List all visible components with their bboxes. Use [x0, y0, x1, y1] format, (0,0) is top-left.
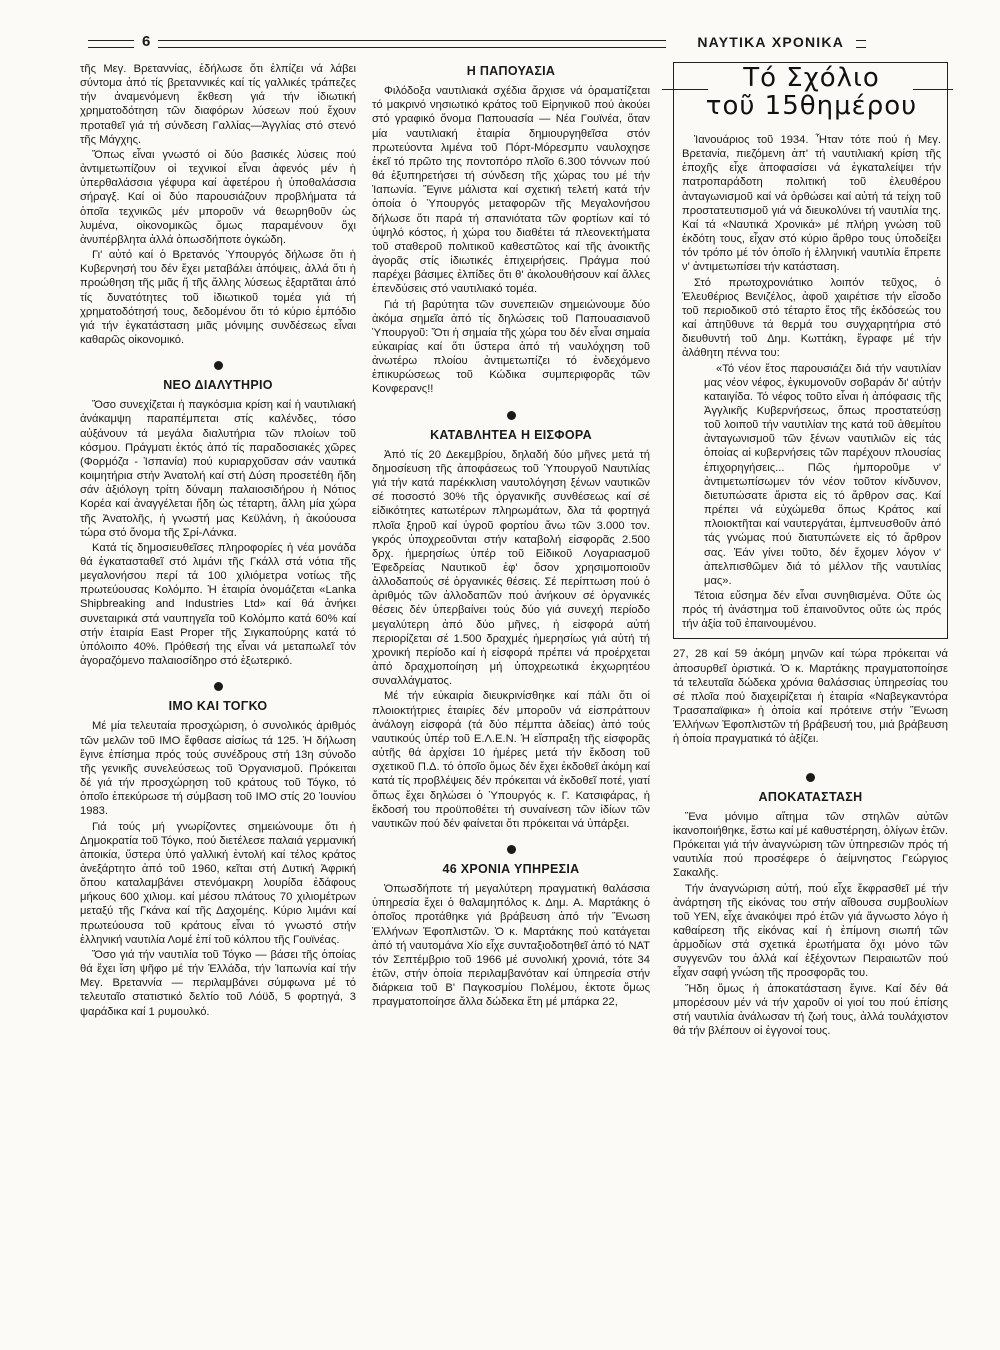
- section-bullet: [806, 773, 815, 782]
- section-bullet: [214, 361, 223, 370]
- section-bullet: [507, 411, 516, 420]
- section-heading-neo-dialytirio: ΝΕΟ ΔΙΑΛΥΤΗΡΙΟ: [163, 378, 273, 393]
- section-heading-apokatastasi: ΑΠΟΚΑΤΑΣΤΑΣΗ: [758, 789, 863, 804]
- paragraph: Μέ τήν εὐκαιρία διευκρινίσθηκε καί πάλι ὅτι οἱ πλοιοκτήτριες ἑταιρίες δέν μποροῦν νά εἰσπράττουν ἀνάλογη εἰσφορά (τά δύο πέμπτα ἀδείας) ἀπό τούς ναυτικούς ὑπέρ τοῦ Ε.Λ.Ε.Ν. Ἡ εἴσπραξη τῆς εἰσφορᾶς αὐτῆς θά ἀρχίσει 10 ἡμέρες μετά τήν ἔκδοση τοῦ σχετικοῦ Π.Δ. τό ὁποῖο ὅμως δέν ἔχει ἐκδοθεῖ ἀκόμη καί κατά τίς προβλέψεις δέν πρόκειται νά ἐκδοθεῖ ποτέ, γιατί ὅπως ἔχει δηλώσει ὁ Ὑπουργός κ. Γ. Κατσιφάρας, ἡ ἔκδοσή του προϋποθέτει τή συναίνεση τῶν ἰδίων τῶν ναυτικῶν πού δέν φαίνεται ὅτι πρόκειται νά ὑπάρξει.: [372, 690, 650, 830]
- page-number: 6: [142, 33, 151, 50]
- section-heading-eisfora: ΚΑΤΑΒΛΗΤΕΑ Η ΕΙΣΦΟΡΑ: [430, 427, 592, 442]
- box-title-rule-right: [913, 89, 953, 90]
- header-rule-left: [88, 40, 134, 48]
- magazine-title: ΝΑΥΤΙΚΑ ΧΡΟΝΙΚΑ: [697, 34, 844, 50]
- section-heading-imo-togo: IMO ΚΑΙ ΤΟΓΚΟ: [168, 699, 268, 714]
- editorial-box: [673, 62, 948, 639]
- paragraph: Ὁπωσδήποτε τή μεγαλύτερη πραγματική θαλάσσια ὑπηρεσία ἔχει ὁ θαλαμηπόλος κ. Δημ. Α. Μαρτάκης ὁ ὁποῖος προτάθηκε γιά βράβευση ἀπό τήν Ἕνωση Ἑλλήνων Ἐφοπλιστῶν. Ὁ κ. Μαρτάκης πού κατάγεται ἀπό τή ναυτομάνα Χίο εἶχε συνταξιοδοτηθεῖ ἀπό τό NAT τόν Σεπτέμβριο τοῦ 1966 μέ συνολική χρονιά, τότε 34 ἐτῶν, στήν ὁποία περιλαμβανόταν καί ὑπηρεσία στήν διάρκεια τοῦ Β' Παγκοσμίου Πολέμου, ἐκτοτε ὅμως πραγματοποίησε ἄλλα δώδεκα ἔτη μέ μπάρκα 22,: [372, 883, 650, 1009]
- paragraph: τῆς Μεγ. Βρεταννίας, ἐδήλωσε ὅτι ἐλπίζει νά λάβει σύντομα ἀπό τίς βρεταννικές καί τίς γαλλικές τράπεζες τήν ἀναμενόμενη ἔκθεση γιά τήν ἰδιωτική χρηματοδότηση τῶν διαφόρων λύσεων πού ἔχουν προταθεῖ γιά τή σύνδεση Γαλλίας—Ἀγγλίας στό στενό τῆς Μάγχης.: [80, 63, 356, 146]
- paragraph: Ἀπό τίς 20 Δεκεμβρίου, δηλαδή δύο μῆνες μετά τή δημοσίευση τῆς ἀποφάσεως τοῦ Ὑπουργοῦ Ναυτιλίας γιά τήν κατά παρέκκλιση ναυτολόγηση ξένων ναυτικῶν σέ ποσοστό 30% τῆς ὀργανικῆς συνθέσεως καί σέ εἰδικότητες κατωτέρων πληρωμάτων, δλα τά φορτηγά πλοῖα ξηροῦ καί ὑγροῦ φορτίου ἄνω τῶν 3.000 τον. γκρός ὑποχρεοῦνται στήν καταβολή εἰσφορᾶς 2.500 δρχ. ἡμερησίως ὑπέρ τοῦ Εἰδικοῦ Λογαριασμοῦ Ἐφεδρείας Ναυτικοῦ ἐφ' ὅσον χρησιμοποιοῦν ἀλλοδαπούς σέ ὀργανικές θέσεις. Σέ περίπτωση πού ὁ ἀριθμός τῶν ἀλλοδαπῶν πού ἀνήκουν σέ ὀργανικές θέσεις δέν ὑπερβαίνει τούς δύο γιά συνεχή περίοδο μεγαλύτερη ἀπό δύο μῆνες, ἡ εἰσφορά αὐτή περιορίζεται σέ 1.500 δραχμές ἡμερησίως γιά αὐτή τή χρονική περίοδο καί ἡ εἰσφορά πρέπει νά προέρχεται ἀπό δραχμοποίηση μή ὑποχρεωτικά ἐκχωρητέου συναλλάγματος.: [372, 448, 650, 688]
- editorial-title-line-2: τοῦ 15θημέρου: [705, 91, 918, 121]
- paragraph: Κατά τίς δημοσιευθεῖσες πληροφορίες ἡ νέα μονάδα θά ἐγκατασταθεῖ στό λιμάνι τῆς Γκάλλ στά νότια τῆς μεγαλονήσου περί τά 100 χιλιόμετρα νοτίως τῆς πρωτεύουσας Κολόμπο. Ἡ ἑταιρία ὀνομάζεται «Lanka Shipbreaking and Industries Ltd» καί θά ἀνήκει συνεταιρικά στά ναυπηγεῖα τοῦ Κολόμπο κατά 60% καί στήν ἑταιρία East Proper τῆς Σιγκαπούρης κατά τό ὑπόλοιπο 40%. Πρόθεσή της εἶναι νά μεταπωλεῖ τόν ἀγοραζόμενο παλαιοσίδηρο στό ἐξωτερικό.: [80, 541, 356, 668]
- paragraph: Ἰανουάριος τοῦ 1934. Ἦταν τότε πού ἡ Μεγ. Βρετανία, πιεζόμενη ἀπ' τή ναυτιλιακή κρίση τῆς ἐποχῆς εἶχε ἀποφασίσει νά ἐγκαταλείψει τήν πατροπαράδοτη πολιτική τοῦ ἐλευθέρου ἀνταγωνισμοῦ καί νά ὀρθώσει καί αὐτή τά τείχη τοῦ προστατευτισμοῦ γιά νά διευκολύνει τή ναυτιλία της. Καί τά «Ναυτικά Χρονικά» μέ πλήρη γνώση τοῦ ἐκδότη τους, εἶχαν στό κύριο ἄρθρο τους ὑποδείξει τόν τρόπο μέ τόν ὁποῖο ἡ ἑλληνική ναυτιλία ἔπρεπε ν' ἀντιμετωπίσει τήν κατάσταση.: [682, 134, 941, 274]
- paragraph: Ἤδη ὅμως ἡ ἀποκατάσταση ἔγινε. Καί δέν θά μπορέσουν μέν νά τήν χαροῦν οἱ γιοί του πού ἐπίσης στή ναυτιλία ἀνάλωσαν τή ζωή τους, ἀλλά τουλάχιστον θά τήν βλέπουν οἱ ἐγγονοί τους.: [673, 982, 948, 1038]
- paragraph: Μέ μία τελευταία προσχώριση, ὁ συνολικός ἀριθμός τῶν μελῶν τοῦ IMO ἔφθασε αἰσίως τά 125. Ἡ δήλωση ἔγινε ἐπίσημα πρός τούς συνέδρους στή 13η σύνοδο τῆς γενικῆς συνελεύσεως τοῦ Ὀργανισμοῦ. Πρόκειται δέ γιά τήν προσχώρηση τοῦ κράτους τοῦ Τόγκο, τό ὁποῖο ἐπεκύρωσε τή σύμβαση τοῦ IMO στίς 20 Ἰουνίου 1983.: [80, 720, 356, 818]
- box-title-rule-left: [662, 89, 708, 90]
- column-2: [372, 62, 650, 1011]
- paragraph: Ὅπως εἶναι γνωστό οἱ δύο βασικές λύσεις πού ἀντιμετωπίζουν οἱ τεχνικοί εἶναι ἀφενός μέν ἡ ὑπερθαλάσσια γέφυρα καί ἀφετέρου ἡ ὑποθαλάσσια σήραγξ. Καί οἱ δύο παρουσιάζουν προβλήματα τά ὁποῖα τεχνικῶς μέν μποροῦν νά θεωρηθοῦν ὡς λυμένα, οἰκονομικῶς ὅμως παραμένουν ὄχι ἀνυπέρβλητα ἀλλά ὁπωσδήποτε ὀγκώδη.: [80, 148, 356, 246]
- paragraph: Ὅσο γιά τήν ναυτιλία τοῦ Τόγκο — βάσει τῆς ὁποίας θά ἔχει ἴση ψῆφο μέ τήν Ἑλλάδα, τήν Ἰαπωνία καί τήν Μεγ. Βρεταννία — περιλαμβάνει σύμφωνα μέ τό τελευταῖο στατιστικό δελτίο τοῦ Λόϋδ, 5 φορτηγά, 3 ψαράδικα καί 1 ρυμουλκό.: [80, 948, 356, 1018]
- page-header: [88, 34, 866, 54]
- paragraph: Γιά τούς μή γνωρίζοντες σημειώνουμε ὅτι ἡ Δημοκρατία τοῦ Τόγκο, πού διετέλεσε παλαιά γερμανική ἀποικία, ὕστερα ὑπό γαλλική ἐντολή καί τέλος κράτος ἀνεξάρτητο ἀπό τοῦ 1960, κεῖται στή Δυτική Ἀφρική ὅπου καταλαμβάνει στενόμακρη λουρίδα ἐδάφους μήκους 600 χιλιομ. καί μέσου πλάτους 70 χιλιομέτρων μεταξύ τῆς Γκάνα καί τῆς Δαχομέης. Κύριο λιμάνι καί πρωτεύουσα τοῦ κράτους εἶναι τό γνωστό στήν ἑλληνική ναυτιλία Λομέ ἐπί τοῦ κόλπου τῆς Γουϊνέας.: [80, 820, 356, 946]
- paragraph: Τήν ἀναγνώριση αὐτή, πού εἶχε ἔκφρασθεῖ μέ τήν ἀνάρτηση τῆς εἰκόνας του στήν αἴθουσα συμβουλίων τοῦ ΥΕΝ, εἶχε ἀνακόψει πρό ἐτῶν γιά ἄγνωστο λόγο ἡ καθαίρεση τῆς εἰκόνας καί ἡ ἐπίμονη σιωπή τῶν ἁρμοδίων στά σχετικά ἐρωτήματα ὄχι μόνο τῶν συγγενῶν του ἀλλά καί ἐξέχοντων Πειραιωτῶν πού εἶχαν σαφή γνώση τῆς προσφορᾶς του.: [673, 882, 948, 980]
- column-3: [673, 62, 948, 1039]
- header-rule-right: [856, 40, 866, 48]
- paragraph: Τέτοια εὔσημα δέν εἶναι συνηθισμένα. Οὔτε ὡς πρός τή ἀνάστημα τοῦ ἐπαινοῦντος οὔτε ὡς πρός τήν ἀξία τοῦ ἐπαινουμένου.: [682, 590, 941, 631]
- header-rule-middle: [158, 40, 666, 48]
- section-heading-papouasia: Η ΠΑΠΟΥΑΣΙΑ: [466, 64, 556, 78]
- paragraph-continued: 27, 28 καί 59 ἀκόμη μηνῶν καί τώρα πρόκειται νά ἀποσυρθεῖ ὁριστικά. Ὁ κ. Μαρτάκης πραγματοποίησε τά τελευταῖα δώδεκα χρόνια θαλάσσιας ὑπηρεσίας του σέ πλοῖα πού διαχειρίζεται ἡ ἑταιρία «Ναβεγκαντόρα Τρασαπαϊφικα» ἡ ὁποία καί πρότεινε στήν Ἕνωση Ἑλλήνων Ἐφοπλιστῶν τή βράβευσή του, μιά βράβευση ἡ ὁποία πραγματικά τό ἀξίζει.: [673, 648, 948, 746]
- paragraph: Ἕνα μόνιμο αἴτημα τῶν στηλῶν αὐτῶν ἱκανοποιήθηκε, ἔστω καί μέ καθυστέρηση, ὀλίγων ἐτῶν. Πρόκειται γιά τήν ἀναγνώριση τῶν ὑπηρεσιῶν πρός τή ναυτιλία πού προσέφερε ὁ ἀείμνηστος Γεώργιος Σακαλῆς.: [673, 810, 948, 880]
- section-bullet: [214, 682, 223, 691]
- section-bullet: [507, 845, 516, 854]
- paragraph: Γιά τή βαρύτητα τῶν συνεπειῶν σημειώνουμε δύο ἀκόμα σημεῖα ἀπό τίς δηλώσεις τοῦ Παπουασιανοῦ Ὑπουργοῦ: Ὅτι ἡ σημαία τῆς χώρα του δέν εἶναι σημαία εὐκαιρίας καί ὅτι ὕστερα ἀπό τή ναυλόχηση τοῦ ἀνωτέρω πλοίου ἀντιμετωπίζει τό ἐνδεχόμενο ἐπικυρώσεως τοῦ Κώδικα συμπεριφορᾶς τῶν Κονφερανς!!: [372, 298, 650, 396]
- paragraph: Στό πρωτοχρονιάτικο λοιπόν τεῦχος, ὁ Ἐλευθέριος Βενιζέλος, ἀφοῦ χαιρέτισε τήν εἴσοδο τοῦ περιοδικοῦ στό τέταρτο ἔτος τῆς ἐκδόσεώς του καί ἀπηῦθυνε τά θερμά του συγχαρητήρια στό διευθυντή τοῦ Δημ. Κωττάκη, ἔγραφε μέ τήν ἀλάθητη πέννα του:: [682, 276, 941, 360]
- section-heading-46-chronia: 46 ΧΡΟΝΙΑ ΥΠΗΡΕΣΙΑ: [442, 861, 580, 876]
- paragraph: Φιλόδοξα ναυτιλιακά σχέδια ἄρχισε νά ὁραματίζεται τό μακρινό νησιωτικό κράτος τοῦ Εἰρηνικοῦ πού ἀκούει στό γραφικό ὄνομα Παπουασία — Νέα Γουϊνέα, ὅταν μία ναυτιλιακή ἑταιρία δημιουργηθεῖσα στόν πρωτεύοντα λιμένα τοῦ Πόρτ-Μόρεσμπυ ναυλοχησε ἐκεῖ τό πρῶτο της ποντοπόρο πλοῖο 6.300 τόννων πού θά ἐξυπηρετήσει τή σύνδεση τῆς χώρας του μέ τήν Ἰαπωνία. Ἔγινε μάλιστα καί σχετική τελετή κατά τήν ὁποία ὁ Ὑπουργός μεταφορῶν τῆς Μεγαλονήσου δήλωσε ὅτι παρά τή σπανιότατα τῶν φορτίων καί τό ὑψηλό κόστος, ἡ χώρα του διαθέτει τά πλεονεκτήματα τοῦ σταθεροῦ πολιτικοῦ καθεστῶτος καί τῆς ἀνοικτῆς ἀγορᾶς στίς ἰδιωτικές ἐπιχειρήσεις. Πράγμα πού παρέχει βάσιμες ἐλπίδες ὅτι θ' ἀκολουθήσουν καί ἄλλες ἐπενδύσεις στό ναυτιλιακό τομέα.: [372, 85, 650, 296]
- editorial-title: [682, 65, 941, 119]
- paragraph: Ὅσο συνεχίζεται ἡ παγκόσμια κρίση καί ἡ ναυτιλιακή ἀνάκαμψη παραπέμπεται στίς καλένδες, τόσο αὐξάνουν τά μεγάλα διαλυτήρια τῶν πλοίων τοῦ κόσμου. Πράγματι ἐκτός ἀπό τίς παραδοσιακές χῶρες (Φορμόζα - Ἱσπανία) πού κυριαρχοῦσαν σάν ναυτικά κοιμητήρια στήν Ἀνατολή καί στή Δύση προσετέθη ἤδη σάν ἀξιόλογη τρίτη δύναμη παλαιοσιδήρου ἡ Νότιος Κορέα καί ἀναγγέλεται ἤδη ὡς τέταρτη, ἄλλη μία χώρα τῆς Ἀνατολῆς, ἡ γνωστή μας Κεϋλάνη, ἡ ἀκούουσα τώρα στό ὄνομα τῆς Σρί-Λάνκα.: [80, 399, 356, 539]
- editorial-title-line-1: Τό Σχόλιο: [743, 63, 880, 93]
- paragraph: Γι' αὐτό καί ὁ Βρετανός Ὑπουργός δήλωσε ὅτι ἡ Κυβερνησή του δέν ἔχει μεταβάλει ἀπόψεις, ἀλλά ὅτι ἡ προώθηση τῆς μιᾶς ἤ τῆς ἄλλης λύσεως ἐξαρτᾶται ἀπό τίς δυνατότητες τοῦ ἰδιωτικοῦ τομέα γιά τή χρηματοδότησή τους, δεδομένου ὅτι τό κύριο ἐμπόδιο γιά τήν ἐγκατάσταση μιᾶς μόνιμης συνδέσεως εἶναι καθαρῶς οἰκονομικό.: [80, 249, 356, 346]
- column-1: [80, 62, 356, 1020]
- quotation: «Τό νέον ἔτος παρουσιάζει διά τήν ναυτιλίαν μας νέον νέφος, ἐγκυμονοῦν σοβαράν δι' αὐτήν καταιγίδα. Τό νέφος τοῦτο εἶναι ἡ ἀπόφασις τῆς Ἀγγλικῆς Κυβερνήσεως, ὅπως προστατεύσῃ τοῦ λοιποῦ τήν ναυτιλίαν της κατά τοῦ ἀθεμίτου ἀνταγωνισμοῦ τῶν ξένων ναυτιλιῶν εἰς τάς ὁποίας αἱ κυβερνήσεις τῶν παρέχουν πλουσίας ἐπιχορηγήσεις... Πῶς ἠμποροῦμε ν' ἀντιμετωπίσωμεν τόν νέον τοῦτον κίνδυνον, διετυπώσατε ἄριστα εἰς τό ἄρθρον σας. Καί πρέπει νά εὐχώμεθα ὅπως Κράτος καί πλοιοκτῆται καί ναυτεργάται, ἐμπνευσθοῦν ἀπό τάς γνώμας πού διατυπώνετε εἰς τό ἄρθρον σας. Ἐάν γίνει τοῦτο, δέν ἔχομεν λόγον ν' ἀπελπισθῶμεν διά τό μέλλον τῆς ναυτιλίας μας».: [704, 362, 941, 587]
